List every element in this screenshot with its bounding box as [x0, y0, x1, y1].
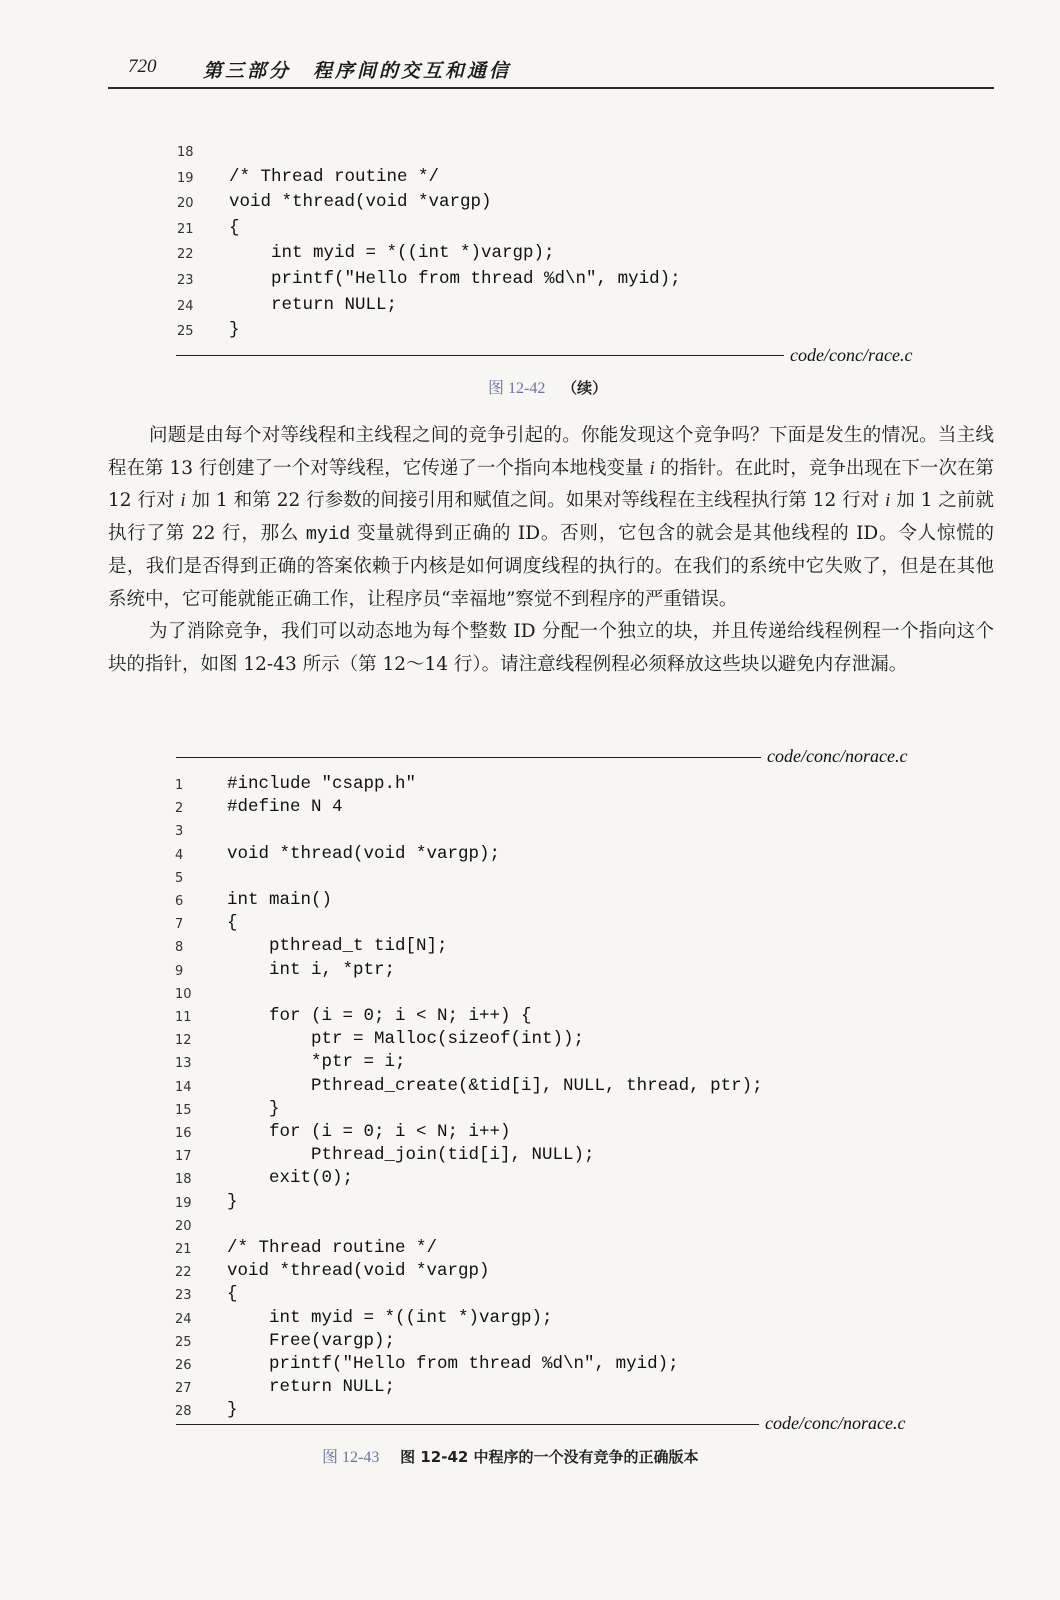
code-text: *ptr = i;: [227, 1052, 406, 1073]
line-number: 19: [177, 170, 194, 186]
figure-caption-text: （续）: [562, 379, 608, 397]
listing-rule: [176, 757, 761, 758]
line-number: 25: [177, 324, 194, 340]
line-number: 6: [175, 894, 184, 909]
code-text: /* Thread routine */: [229, 166, 440, 187]
line-number: 27: [175, 1381, 192, 1397]
code-text: int myid = *((int *)vargp);: [229, 243, 555, 264]
line-number: 18: [175, 1172, 192, 1188]
code-text: #define N 4: [227, 797, 343, 818]
line-number: 25: [175, 1334, 192, 1350]
line-number: 1: [175, 778, 184, 793]
figure-caption: [488, 375, 607, 398]
code-text: int i, *ptr;: [227, 959, 396, 980]
figure-number: 图 12-42: [488, 380, 546, 397]
code-text: {: [229, 217, 240, 238]
code-text: for (i = 0; i < N; i++): [227, 1122, 511, 1142]
code-text: }: [229, 320, 240, 341]
code-text: }: [227, 1400, 238, 1421]
line-number: 5: [175, 870, 184, 886]
line-number: 4: [175, 847, 184, 863]
code-text: void *thread(void *vargp);: [227, 843, 501, 864]
listing-file-label: code/conc/race.c: [790, 345, 913, 365]
code-text: for (i = 0; i < N; i++) {: [227, 1006, 532, 1026]
line-number: 2: [175, 801, 184, 817]
running-header-title: 第三部分 程序间的交互和通信: [203, 60, 512, 82]
code-text: return NULL;: [229, 294, 398, 315]
line-number: 23: [175, 1288, 192, 1304]
line-number: 7: [175, 917, 184, 933]
line-number: 16: [175, 1126, 192, 1141]
code-text: }: [227, 1191, 238, 1212]
code-text: }: [227, 1098, 280, 1119]
line-number: 24: [175, 1311, 192, 1327]
figure-caption: [322, 1444, 699, 1467]
line-number: 24: [177, 298, 194, 314]
line-number: 22: [175, 1265, 192, 1281]
listing-rule: [176, 355, 784, 356]
listing-file-label-bottom: code/conc/norace.c: [765, 1413, 906, 1433]
code-text: exit(0);: [227, 1168, 354, 1189]
figure-number: 图 12-43: [322, 1449, 380, 1466]
line-number: 28: [175, 1404, 192, 1420]
code-text: void *thread(void *vargp): [227, 1261, 490, 1282]
line-number: 13: [175, 1056, 192, 1072]
line-number: 18: [177, 145, 194, 160]
line-number: 8: [175, 940, 184, 956]
page-number: 720: [128, 56, 157, 77]
code-text: void *thread(void *vargp): [229, 192, 492, 213]
body-text: [108, 420, 994, 681]
code-text: #include "csapp.h": [227, 774, 417, 794]
code-text: int myid = *((int *)vargp);: [227, 1307, 553, 1328]
line-number: 21: [177, 221, 194, 237]
code-text: {: [227, 913, 238, 934]
line-number: 17: [175, 1149, 192, 1165]
line-number: 9: [175, 963, 184, 979]
code-text: Free(vargp);: [227, 1330, 396, 1351]
line-number: 21: [175, 1242, 192, 1257]
line-number: 19: [175, 1195, 192, 1211]
code-text: /* Thread routine */: [227, 1238, 438, 1258]
code-text: printf("Hello from thread %d\n", myid);: [227, 1354, 679, 1374]
line-number: 20: [177, 196, 194, 212]
code-text: pthread_t tid[N];: [227, 936, 448, 957]
paragraph-1: 问题是由每个对等线程和主线程之间的竞争引起的。你能发现这个竞争吗？下面是发生的情况。当主线程在第 13 行创建了一个对等线程，它传递了一个指向本地栈变量 i 的指针。在此时，竞争出现在下一次在第 12 行对 i 加 1 和第 22 行参数的间接引用和赋值之间。如果对等线程在主线程执行第 12 行对 i 加 1 之前就执行了第 22 行，那么 myid 变量就得到正确的 ID。否则，它包含的就会是其他线程的 ID。令人惊慌的是，我们是否得到正确的答案依赖于内核是如何调度线程的执行的。在我们的系统中它失败了，但是在其他系统中，它可能就能正确工作，让程序员“幸福地”察觉不到程序的严重错误。: [108, 425, 995, 610]
line-number: 10: [175, 986, 192, 1002]
line-number: 3: [175, 824, 184, 840]
figure-caption-text: 图 12-42 中程序的一个没有竞争的正确版本: [400, 1448, 699, 1466]
code-text: Pthread_join(tid[i], NULL);: [227, 1145, 595, 1166]
paragraph-2: 为了消除竞争，我们可以动态地为每个整数 ID 分配一个独立的块，并且传递给线程例程一个指向这个块的指针，如图 12-43 所示（第 12～14 行）。请注意线程例程必须释放这些块以避免内存泄漏。: [108, 621, 994, 675]
line-number: 12: [175, 1033, 192, 1049]
listing-rule: [176, 1424, 759, 1425]
line-number: 23: [177, 273, 194, 288]
code-text: {: [227, 1284, 238, 1305]
line-number: 14: [175, 1079, 192, 1095]
line-number: 20: [175, 1218, 192, 1234]
code-text: return NULL;: [227, 1377, 396, 1398]
line-number: 11: [175, 1010, 192, 1025]
listing-file-label-top: code/conc/norace.c: [767, 746, 908, 766]
line-number: 26: [175, 1358, 192, 1373]
code-text: int main(): [227, 890, 333, 910]
line-number: 15: [175, 1102, 192, 1118]
line-number: 22: [177, 247, 194, 263]
code-text: ptr = Malloc(sizeof(int));: [227, 1029, 585, 1050]
header-rule: [108, 87, 994, 89]
code-text: Pthread_create(&tid[i], NULL, thread, ptr);: [227, 1075, 763, 1096]
code-text: printf("Hello from thread %d\n", myid);: [229, 269, 681, 289]
